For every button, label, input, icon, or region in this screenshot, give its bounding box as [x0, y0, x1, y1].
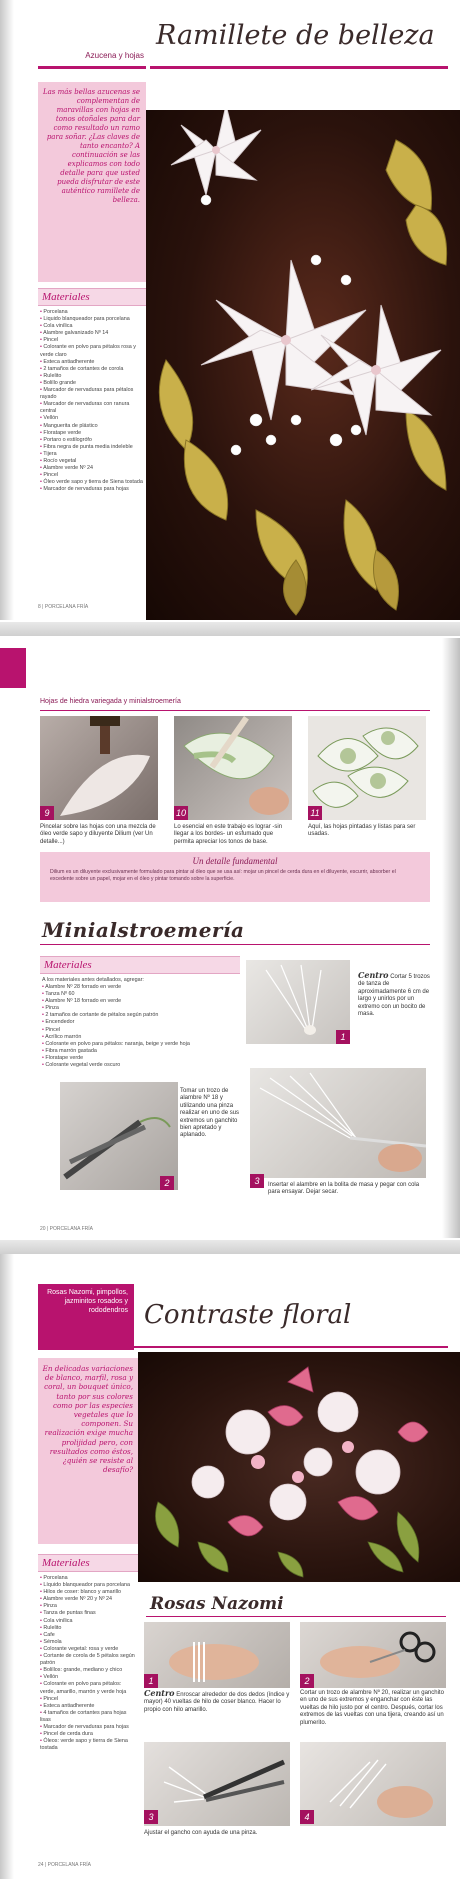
step1-photo	[246, 960, 350, 1044]
material-item: • Marcador de nervaduras para pétalos rayado	[40, 387, 144, 401]
detail-text: Dilium es un diluyente exclusivamente formulado para pintar al óleo que se usa así: mojar un pincel de cerda dura en el diluyente, escurrir, absorber el excedente sobre un papel, mojar en el óleo y pintar tomando sobre la superficie.	[50, 869, 396, 882]
step4-number: 4	[300, 1810, 314, 1824]
step2-caption: Tomar un trozo de alambre Nº 18 y utilizando una pinza realizar en uno de sus extremos un ganchito bien apretado y aplanado.	[180, 1088, 240, 1139]
material-item: • Vellón	[40, 415, 144, 422]
material-item: • Tijera	[40, 451, 144, 458]
material-item: • Cortante de corola de 5 pétalos según patrón	[40, 1653, 136, 1667]
material-item: • Cola vinílica	[40, 1618, 136, 1625]
page-divider	[0, 1240, 460, 1254]
material-item: • Marcador de nervaduras con ranura central	[40, 401, 144, 415]
tag-underline	[38, 66, 146, 69]
materials-heading: Materiales	[38, 1554, 138, 1572]
step3-caption: Insertar el alambre en la bolita de masa y pegar con cola para ensayar. Dejar secar.	[268, 1182, 420, 1196]
intro-box	[38, 82, 146, 282]
centro-text: Cortar 5 trozos de tanza de aproximadamente 6 cm de largo y unirlos por un extremo con un bocito de masa.	[358, 974, 430, 1018]
step2-photo	[300, 1622, 446, 1688]
material-item: • Colorante vegetal verde oscuro	[42, 1062, 238, 1069]
step11-photo	[308, 716, 426, 820]
material-item: • Tanza de puntas finas	[40, 1610, 136, 1617]
materials-intro: A los materiales antes detallados, agregar:	[42, 977, 144, 983]
step2-number: 2	[160, 1176, 174, 1190]
plume-icon	[300, 1742, 446, 1826]
section-rule	[40, 944, 430, 945]
lily-bouquet-illustration	[146, 110, 460, 620]
step11-caption: Aquí, las hojas pintadas y listas para ser usadas.	[308, 824, 416, 838]
title-rule	[134, 1346, 448, 1348]
material-item: • Colorante en polvo para pétalos: naranja, beige y verde hoja	[42, 1041, 238, 1048]
step1-number: 1	[336, 1030, 350, 1044]
section-tag: Azucena y hojas	[85, 51, 144, 60]
material-item: • Colorante vegetal: rosa y verde	[40, 1646, 136, 1653]
material-item: • Pincel	[42, 1027, 238, 1034]
painted-leaves-icon	[308, 716, 426, 820]
page-footer: 8 | PORCELANA FRÍA	[38, 604, 89, 610]
title-rule	[150, 66, 448, 69]
bouquet-photo	[146, 110, 460, 620]
material-item: • Tanza Nº 60	[42, 991, 238, 998]
step9-caption: Pincelar sobre las hojas con una mezcla de óleo verde sapo y diluyente Dilium (ver Un detalle...)	[40, 824, 156, 845]
materials-list	[38, 1572, 138, 1752]
step1-caption-block	[144, 1690, 292, 1714]
step2-number: 2	[300, 1674, 314, 1688]
material-item: • Fibra negra de punta media indeleble	[40, 444, 144, 451]
material-item: • Alambre galvanizado Nº 14	[40, 330, 144, 337]
material-item: • Hilos de coser: blanco y amarillo	[40, 1589, 136, 1596]
material-item: • Cafe	[40, 1632, 136, 1639]
centro-label: Centro	[358, 970, 389, 980]
material-item: • 4 tamaños de cortantes para hojas lisas	[40, 1710, 136, 1724]
materials-box	[40, 956, 240, 1069]
material-item: • Esteca antiadherente	[40, 359, 144, 366]
step4-photo	[300, 1742, 446, 1826]
material-item: • Marcador de nervaduras para hojas	[40, 1724, 136, 1731]
centro-label: Centro	[144, 1688, 175, 1698]
material-item: • Esteca antiadherente	[40, 1703, 136, 1710]
step1-caption: Enroscar alrededor de dos dedos (índice y mayor) 40 vueltas de hilo de coser blanco. Hacer lo propio con hilo amarillo.	[144, 1692, 290, 1713]
pliers-thread-icon	[144, 1742, 290, 1826]
section-title: Rosas Nazomi	[150, 1594, 284, 1614]
material-item: • Floratape verde	[42, 1055, 238, 1062]
material-item: • Portaro o estilogrófo	[40, 437, 144, 444]
material-item: • Pincel de cerda dura	[40, 1731, 136, 1738]
section-header: Hojas de hiedra variegada y minialstroemería	[40, 698, 181, 705]
material-item: • Porcelana	[40, 309, 144, 316]
detail-title: Un detalle fundamental	[192, 856, 278, 866]
materials-box	[38, 288, 146, 493]
material-item: • Rulelito	[40, 1625, 136, 1632]
page-shadow	[0, 1254, 14, 1879]
tag-box	[38, 1284, 134, 1350]
material-item: • Acrílico marrón	[42, 1034, 238, 1041]
step10-caption: Lo esencial en este trabajo es lograr -sin llegar a los bordes- un esfumado que permita apreciar los tonos de base.	[174, 824, 283, 845]
material-item: • Fibra marrón gastada	[42, 1048, 238, 1055]
material-item: • Pinza	[42, 1005, 238, 1012]
step9-photo	[40, 716, 158, 820]
intro-box	[38, 1358, 138, 1544]
material-item: • Colorante en polvo para pétalos: verde, amarillo, marrón y verde hoja	[40, 1681, 136, 1695]
material-item: • Manguerita de plástico	[40, 423, 144, 430]
section-rule	[146, 1616, 446, 1617]
step10-number: 10	[175, 808, 186, 818]
page-title: Ramillete de belleza	[156, 20, 435, 51]
wire-insert-icon	[250, 1068, 426, 1178]
material-item: • Bolillos: grande, mediano y chico	[40, 1667, 136, 1674]
material-item: • Alambre Nº 28 forrado en verde	[42, 984, 238, 991]
tanza-icon	[246, 960, 350, 1044]
bouquet-photo	[138, 1352, 460, 1582]
material-item: • Encendedor	[42, 1019, 238, 1026]
scissors-icon	[300, 1622, 446, 1688]
materials-list	[38, 306, 146, 493]
material-item: • Liquido blanqueador para porcelana	[40, 316, 144, 323]
material-item: • Óleo verde sapo y tierra de Siena tostada	[40, 479, 144, 486]
section-title: Minialstroemería	[42, 918, 245, 942]
step2-caption: Cortar un trozo de alambre Nº 20, realizar un ganchito en uno de sus extremos y enganchar con éste las vueltas de hilo justo por el centro. Después, cortar los extremos de las vueltas con una tijera, creando así un plumerito.	[300, 1690, 444, 1726]
leaf-painting-icon	[174, 716, 292, 820]
material-item: • 2 tamaños de cortantes de corola	[40, 366, 144, 373]
intro-text: En delicadas variaciones de blanco, marfil, rosa y coral, un bouquet único, tanto por sus colores como por las especies vegetales que lo componen. Su realización exige mucha prolijidad pero, con resultados como éstos, ¿quién se resiste al desafío?	[42, 1364, 133, 1475]
material-item: • Sémola	[40, 1639, 136, 1646]
page-ramillete	[0, 0, 460, 620]
materials-box	[38, 1554, 138, 1752]
page-shadow	[442, 638, 460, 1238]
material-item: • Alambre verde Nº 20 y Nº 24	[40, 1596, 136, 1603]
page-footer: 24 | PORCELANA FRÍA	[38, 1862, 91, 1868]
material-item: • Rulelito	[40, 373, 144, 380]
brush-leaf-icon	[40, 716, 158, 820]
page-title: Contraste floral	[144, 1300, 352, 1330]
centro-block	[358, 972, 432, 1018]
step1-number: 1	[144, 1674, 158, 1688]
step3-caption: Ajustar el gancho con ayuda de una pinza.	[144, 1830, 258, 1836]
page-shadow	[0, 0, 14, 620]
material-item: • Pincel	[40, 1696, 136, 1703]
step9-number: 9	[40, 806, 54, 820]
material-item: • Alambre Nº 18 forrado en verde	[42, 998, 238, 1005]
page-contraste	[0, 1254, 460, 1879]
material-item: • Cola vinílica	[40, 323, 144, 330]
page-footer: 20 | PORCELANA FRÍA	[40, 1226, 93, 1232]
material-item: • Colorante en polvo para pétalos rosa y verde claro	[40, 344, 144, 358]
corner-tab	[0, 648, 26, 688]
materials-heading: Materiales	[38, 288, 146, 306]
material-item: • Pincel	[40, 337, 144, 344]
step3-number: 3	[144, 1810, 158, 1824]
step1-photo	[144, 1622, 290, 1688]
step2-photo	[60, 1082, 178, 1190]
section-tag: Rosas Nazomi, pimpollos, jazminitos rosados y rododendros	[47, 1289, 128, 1314]
materials-heading: Materiales	[40, 956, 240, 974]
material-item: • 2 tamaños de cortante de pétalos según patrón	[42, 1012, 238, 1019]
material-item: • Vellón	[40, 1674, 136, 1681]
thread-fingers-icon	[144, 1622, 290, 1688]
step3-number: 3	[250, 1174, 264, 1188]
material-item: • Bolillo grande	[40, 380, 144, 387]
material-item: • Pincel	[40, 472, 144, 479]
step3-photo	[250, 1068, 426, 1178]
floral-bouquet-illustration	[138, 1352, 460, 1582]
material-item: • Pinza	[40, 1603, 136, 1610]
detail-box	[40, 852, 430, 902]
material-item: • Floratape verde	[40, 430, 144, 437]
material-item: • Óleos: verde sapo y tierra de Siena tostada	[40, 1738, 136, 1752]
material-item: • Porcelana	[40, 1575, 136, 1582]
material-item: • Líquido blanqueador para porcelana	[40, 1582, 136, 1589]
material-item: • Marcador de nervaduras para hojas	[40, 486, 144, 493]
step3-photo	[144, 1742, 290, 1826]
step11-number: 11	[308, 806, 322, 820]
step10-photo	[174, 716, 292, 820]
header-rule	[40, 710, 430, 711]
page-divider	[0, 622, 460, 636]
tag-box	[38, 18, 150, 66]
page-minialstroemeria	[0, 638, 460, 1238]
material-item: • Rocío vegetal	[40, 458, 144, 465]
materials-list	[40, 984, 240, 1069]
intro-text: Las más bellas azucenas se complementan de maravillas con hojas en tonos otoñales para dar como resultado un ramo para soñar. ¿Las claves de tanto encanto? A continuación se las explicamos con todo detalle para que usted pueda disfrutar de este auténtico ramillete de belleza.	[42, 88, 140, 204]
pliers-icon	[60, 1082, 178, 1190]
material-item: • Alambre verde Nº 24	[40, 465, 144, 472]
